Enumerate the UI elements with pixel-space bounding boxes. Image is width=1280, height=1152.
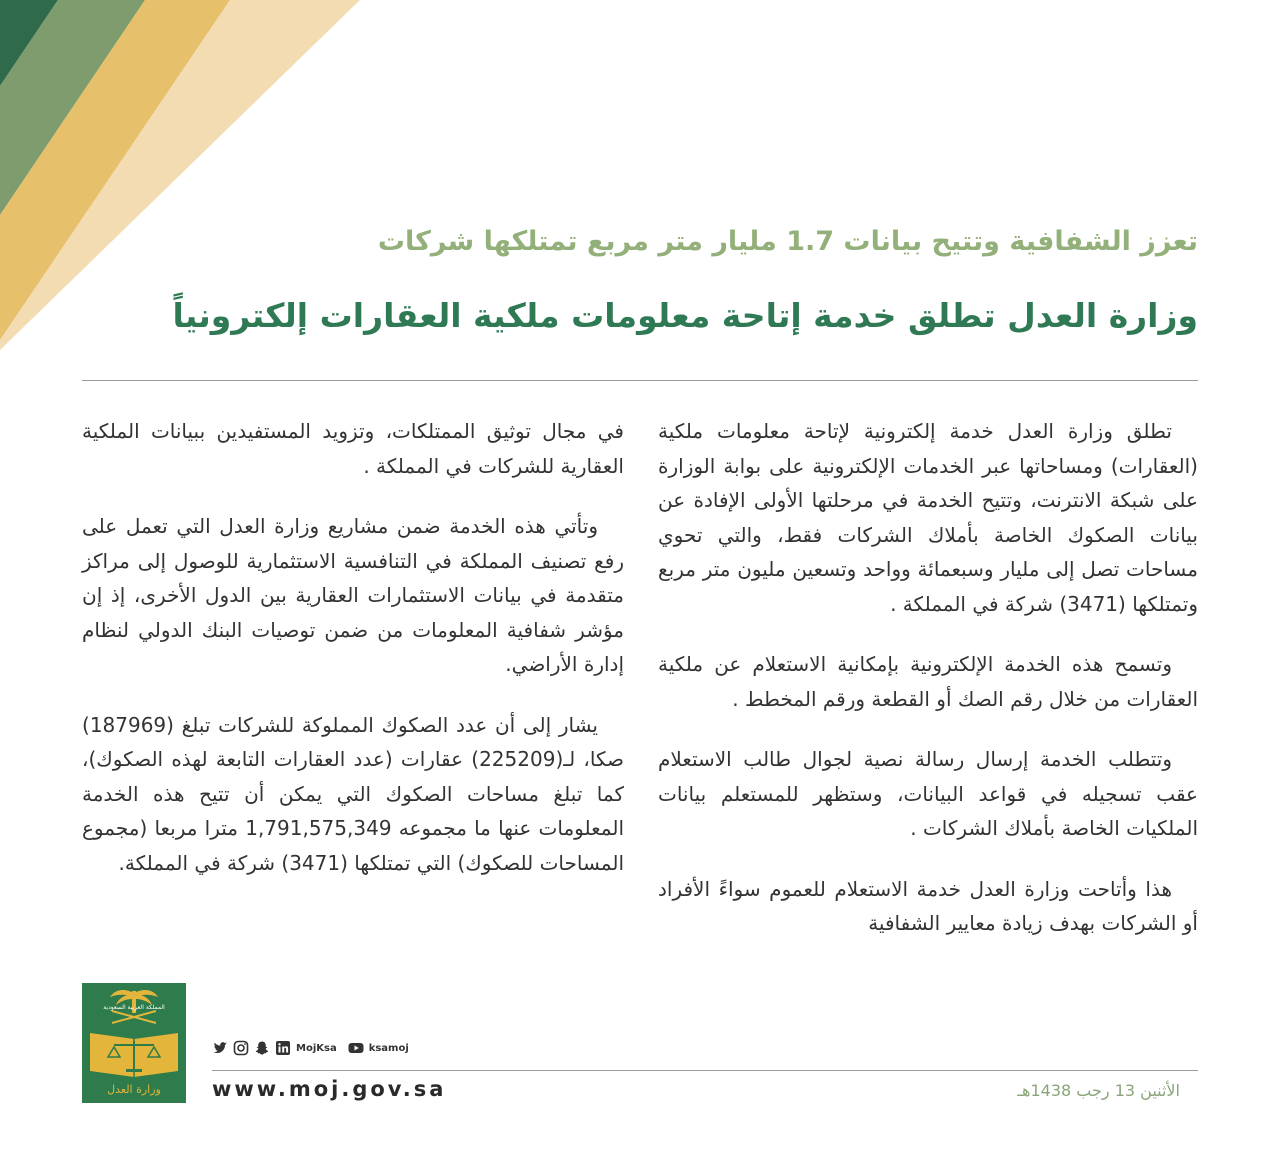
paragraph: وتأتي هذه الخدمة ضمن مشاريع وزارة العدل التي تعمل على رفع تصنيف المملكة في التنافسية الاستثمارية للوصول إلى مراكز متقدمة في بيانات الاستثمارات العقارية بين الدول الأخرى، إذ إن مؤشر شفافية المعلومات من ضمن توصيات البنك الدولي لنظام إدارة الأراضي. [82,514,624,676]
social-handle-ksamoj[interactable]: ksamoj [368,1042,409,1054]
paragraph: وتسمح هذه الخدمة الإلكترونية بإمكانية الاستعلام عن ملكية العقارات من خلال رقم الصك أو القطعة ورقم المخطط . [658,652,1198,711]
paragraph: في مجال توثيق الممتلكات، وتزويد المستفيدين ببيانات الملكية العقارية للشركات في المملكة . [82,419,624,478]
header-divider [82,380,1198,381]
instagram-icon[interactable] [233,1040,249,1056]
publish-date: الأثنين 13 رجب 1438هـ [1017,1081,1180,1100]
twitter-icon[interactable] [212,1040,228,1056]
article-column-left [82,414,624,906]
paragraph: يشار إلى أن عدد الصكوك المملوكة للشركات تبلغ (187969) صكا، لـ(225209) عقارات (عدد العقارات التابعة لهذه الصكوك)، كما تبلغ مساحات الصكوك التي يمكن أن تتيح هذه الخدمة المعلومات عنها ما مجموعه 1,791,575,349 مترا مربعا (مجموع المساحات للصكوك) التي تمتلكها (3471) شركة في المملكة. [82,712,624,875]
article-column-right [658,414,1198,967]
linkedin-icon[interactable] [275,1040,291,1056]
social-links [212,1037,415,1059]
website-link[interactable]: www.moj.gov.sa [212,1077,447,1101]
headline: وزارة العدل تطلق خدمة إتاحة معلومات ملكية العقارات إلكترونياً [172,296,1198,335]
paragraph: هذا وأتاحت وزارة العدل خدمة الاستعلام للعموم سواءً الأفراد أو الشركات بهدف زيادة معايير الشفافية [658,876,1198,935]
social-handle-mojksa[interactable]: MojKsa [296,1042,337,1054]
paragraph: وتتطلب الخدمة إرسال رسالة نصية لجوال طالب الاستعلام عقب تسجيله في قواعد البيانات، وستظهر للمستعلم بيانات الملكيات الخاصة بأملاك الشركات . [658,747,1198,840]
footer-divider [212,1070,1198,1071]
sub-headline: تعزز الشفافية وتتيح بيانات 1.7 مليار متر مربع تمتلكها شركات [377,226,1198,257]
paragraph: تطلق وزارة العدل خدمة إلكترونية لإتاحة معلومات ملكية (العقارات) ومساحاتها عبر الخدمات الإلكترونية على بوابة الوزارة على شبكة الانترنت، وتتيح الخدمة في مرحلتها الأولى الإفادة عن بيانات الصكوك الخاصة بأملاك الشركات فقط، والتي تحوي مساحات تصل إلى مليار وسبعمائة وواحد وتسعين مليون متر مربع وتمتلكها (3471) شركة في المملكة . [658,419,1198,616]
logo-top-text: المملكة العربية السعودية [103,1004,165,1011]
logo-bottom-text: وزارة العدل [107,1083,161,1096]
ministry-logo [82,983,186,1103]
youtube-icon[interactable] [348,1040,364,1056]
snapchat-icon[interactable] [254,1040,270,1056]
